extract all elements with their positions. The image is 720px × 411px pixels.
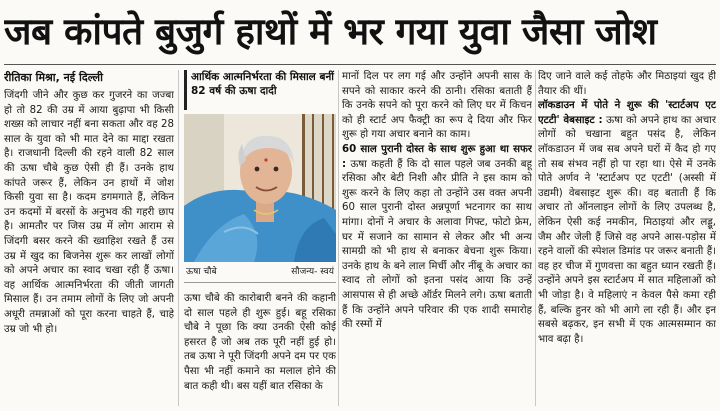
photo-elderly-woman [184,114,336,262]
photo-divider [184,282,336,283]
portrait-illustration [184,114,336,262]
column-divider [178,70,179,406]
column-4-paragraph-1: दिए जाने वाले कई तोहफे और मिठाइयां खुद ही तैयार की थीं। [538,71,716,97]
photo-subject-name: ऊषा चौबे [186,267,217,277]
column-3-body: ऊषा कहती हैं कि दो साल पहले जब उनकी बहू रसिका और बेटी निशी और प्रीति ने इस काम को शुरू करने के लिए कहा तो उन्होंने उस वक्त अपनी 60 साल पुरानी दोस्त अन्नपूर्णा भटनागर का साथ मांगा। दोनों ने अचार के अलावा गिफ्ट, फोटो फ्रेम, घर में सजाने का सामान से लेकर और भी अन्य सामग्री को भी हाथ से बनाकर बेचना शुरू किया। उनके हाथ के बने लाल मिर्ची और नींबू के अचार का स्वाद तो लोगों को इतना पसंद आया कि उन्हें आसपास से ही अच्छे ऑर्डर मिलने लगे। ऊषा बताती हैं कि उन्होंने अपने परिवार की एक शादी समारोह की रस्मों में [342,158,532,331]
photo-credit-line [184,265,336,279]
column-1 [4,70,174,408]
column-4 [538,70,716,408]
headline-divider [4,64,716,65]
byline: रीतिका मिश्रा, नई दिल्ली [4,71,103,84]
photo-headline-box [184,70,336,112]
column-1-paragraph: जिंदगी जीने और कुछ कर गुजरने का जज्बा हो तो 82 की उम्र में आया बुढ़ापा भी किसी शख्स को लाचार नहीं बना सकता और वह 28 साल के युवा को भी मात देने का माद्दा रखता है। राजधानी दिल्ली की रहने वाली 82 साल की ऊषा चौबे कुछ ऐसी ही हैं। उनके हाथ कांपते जरूर हैं, लेकिन उन हाथों में जोश किसी युवा सा है। कदम डगमगाते हैं, लेकिन उन कदमों में बरसों के अनुभव की गहरी छाप है। आमतौर पर जिस उम्र में लोग आराम से जिंदगी बसर करने की ख्वाहिश रखते हैं उस उम्र में खुद का बिजनेस शुरू कर लाखों लोगों को अपने अचार का स्वाद चखा रही हैं ऊषा। वह आर्थिक आत्मनिर्भरता की जीती जागती मिसाल हैं। उन तमाम लोगों के लिए जो अपनी अधूरी तमन्नाओं को पूरा करना चाहते हैं, चाहे उम्र जो भी हो। [4,90,174,335]
column-3-paragraph-2 [342,143,532,333]
caption-bar [184,70,187,110]
column-4-paragraph-2 [538,99,716,347]
column-4-body: ऊषा को अपने हाथ का अचार लोगों को चखाना बहुत पसंद है, लेकिन लॉकडाउन में जब सब अपने घरों में कैद हो गए तो सब संभव नहीं हो पा रहा था। ऐसे में उनके पोते अर्णव ने 'स्टार्टअप एट एटटी' (अस्सी में उद्यमी) वेबसाइट शुरू की। वह बताती हैं कि अचार तो ऑनलाइन लोगों के लिए उपलब्ध है, लेकिन ऐसी कई नमकीन, मिठाइयां और लड्डू, जैम और जेली हैं जिसे वह अपने आस-पड़ोस में रहने वालों की स्पेशल डिमांड पर जरूर बनाती हैं। वह हर चीज में गुणवत्ता का बहुत ध्यान रखती हैं। उन्होंने अपने इस स्टार्टअप में सात महिलाओं को भी जोड़ा है। वे महिलाएं न केवल पैसे कमा रही हैं, बल्कि हुनर को भी आगे ला रही हैं। और इन सबसे बढ़कर, इन सभी में एक आत्मसम्मान का भाव बढ़ा है। [538,114,716,345]
photo-headline: आर्थिक आत्मनिर्भरता की मिसाल बनीं 82 वर्ष की ऊषा दादी [191,71,334,97]
photo-credit: सौजन्य- स्वयं [291,267,334,277]
column-2 [184,292,336,408]
column-3-paragraph-1: मानों दिल पर लग गई और उन्होंने अपनी सास के सपने को साकार करने की ठानी। रसिका बताती हैं कि उनके सपने को पूरा करने को लिए घर में किचन को ही स्टार्ट अप फैक्ट्री का रूप दे दिया और फिर शुरू हो गया अचार बनाने का काम। [342,71,532,141]
subheading-friend: 60 साल पुरानी दोस्त के साथ शुरू हुआ था सफर : [342,143,532,170]
column-3 [342,70,532,408]
column-divider [535,70,536,406]
column-2-paragraph: ऊषा चौबे की कारोबारी बनने की कहानी दो साल पहले ही शुरू हुई। बहू रसिका चौबे ने पूछा कि क्या उनकी ऐसी कोई हसरत है जो अब तक पूरी नहीं हुई हो। तब ऊषा ने पूरी जिंदगी अपने दम पर एक पैसा भी नहीं कमाने का मलाल होने की बात कही थी। बस यहीं बात रसिका के [184,293,336,392]
subheading-startup: लॉकडाउन में पोते ने शुरू की 'स्टार्टअप एट एटटी' वेबसाइट : [538,100,716,126]
column-divider [338,70,339,406]
headline: जब कांपते बुजुर्ग हाथों में भर गया युवा जैसा जोश [4,10,657,53]
